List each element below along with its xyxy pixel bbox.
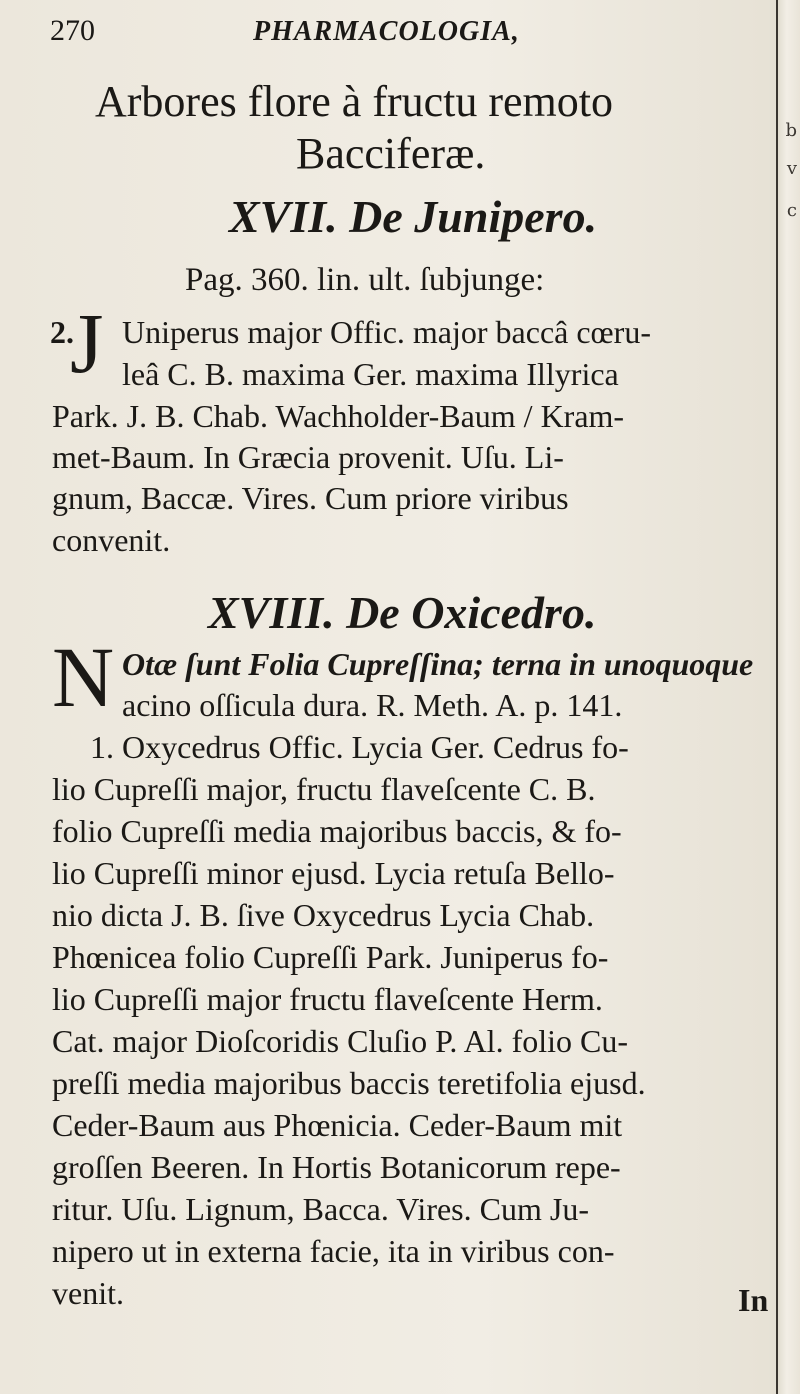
oxycedrus-line-10: Ceder-Baum aus Phœnicia. Ceder-Baum mit [52, 1107, 623, 1143]
edge-fragment: v [786, 158, 797, 179]
chapter-title-oxycedrus: XVIII. De Oxicedro. [208, 587, 597, 638]
juniper-line-1: Uniperus major Offic. major baccâ cœru- [122, 314, 651, 350]
facing-page-edge [776, 0, 800, 1394]
section-heading: Arbores flore à fructu remoto [95, 77, 614, 126]
juniper-line-3: Park. J. B. Chab. Wachholder-Baum / Kram- [52, 398, 625, 434]
oxycedrus-line-14: venit. [52, 1275, 124, 1311]
edge-fragment: c [786, 200, 797, 221]
oxycedrus-line-4: lio Cupreſſi minor ejusd. Lycia retuſa Bello- [52, 855, 615, 891]
juniper-line-5: gnum, Baccæ. Vires. Cum priore viribus [52, 480, 569, 516]
oxycedrus-line-11: groſſen Beeren. In Hortis Botanicorum repe- [52, 1149, 621, 1185]
chapter-title-juniper: XVII. De Junipero. [229, 191, 598, 242]
oxycedrus-line-5: nio dicta J. B. ſive Oxycedrus Lycia Chab. [52, 897, 595, 933]
section-subheading: Bacciferæ. [296, 129, 486, 178]
running-title: PHARMACOLOGIA, [253, 16, 520, 47]
oxycedrus-line-3: folio Cupreſſi media majoribus baccis, & fo- [52, 813, 622, 849]
juniper-line-2: leâ C. B. maxima Ger. maxima Illyrica [122, 356, 619, 392]
juniper-line-4: met-Baum. In Græcia provenit. Uſu. Li- [52, 439, 564, 475]
entry-number: 2. [50, 314, 74, 350]
oxycedrus-line-9: preſſi media majoribus baccis teretifolia ejusd. [52, 1065, 646, 1101]
oxycedrus-line-6: Phœnicea folio Cupreſſi Park. Juniperus fo- [52, 939, 609, 975]
oxycedrus-intro-1: Otæ ſunt Folia Cupreſſina; terna in unoquoque [122, 646, 754, 682]
oxycedrus-line-13: nipero ut in externa facie, ita in viribus con- [52, 1233, 615, 1269]
oxycedrus-intro-2: acino oſſicula dura. R. Meth. A. p. 141. [122, 687, 623, 723]
oxycedrus-line-7: lio Cupreſſi major fructu flaveſcente Herm. [52, 981, 603, 1017]
dropcap-j: J [70, 295, 104, 391]
oxycedrus-line-2: lio Cupreſſi major, fructu flaveſcente C. B. [52, 771, 596, 807]
page-number: 270 [50, 14, 95, 47]
page-reference: Pag. 360. lin. ult. ſubjunge: [185, 262, 545, 298]
juniper-line-6: convenit. [52, 522, 171, 558]
oxycedrus-line-8: Cat. major Dioſcoridis Cluſio P. Al. folio Cu- [52, 1023, 628, 1059]
oxycedrus-line-12: ritur. Uſu. Lignum, Bacca. Vires. Cum Ju- [52, 1191, 589, 1227]
catchword: In [738, 1282, 769, 1318]
oxycedrus-line-1: 1. Oxycedrus Offic. Lycia Ger. Cedrus fo- [90, 729, 629, 765]
dropcap-n: N [52, 629, 115, 725]
edge-fragment: b [785, 120, 797, 141]
